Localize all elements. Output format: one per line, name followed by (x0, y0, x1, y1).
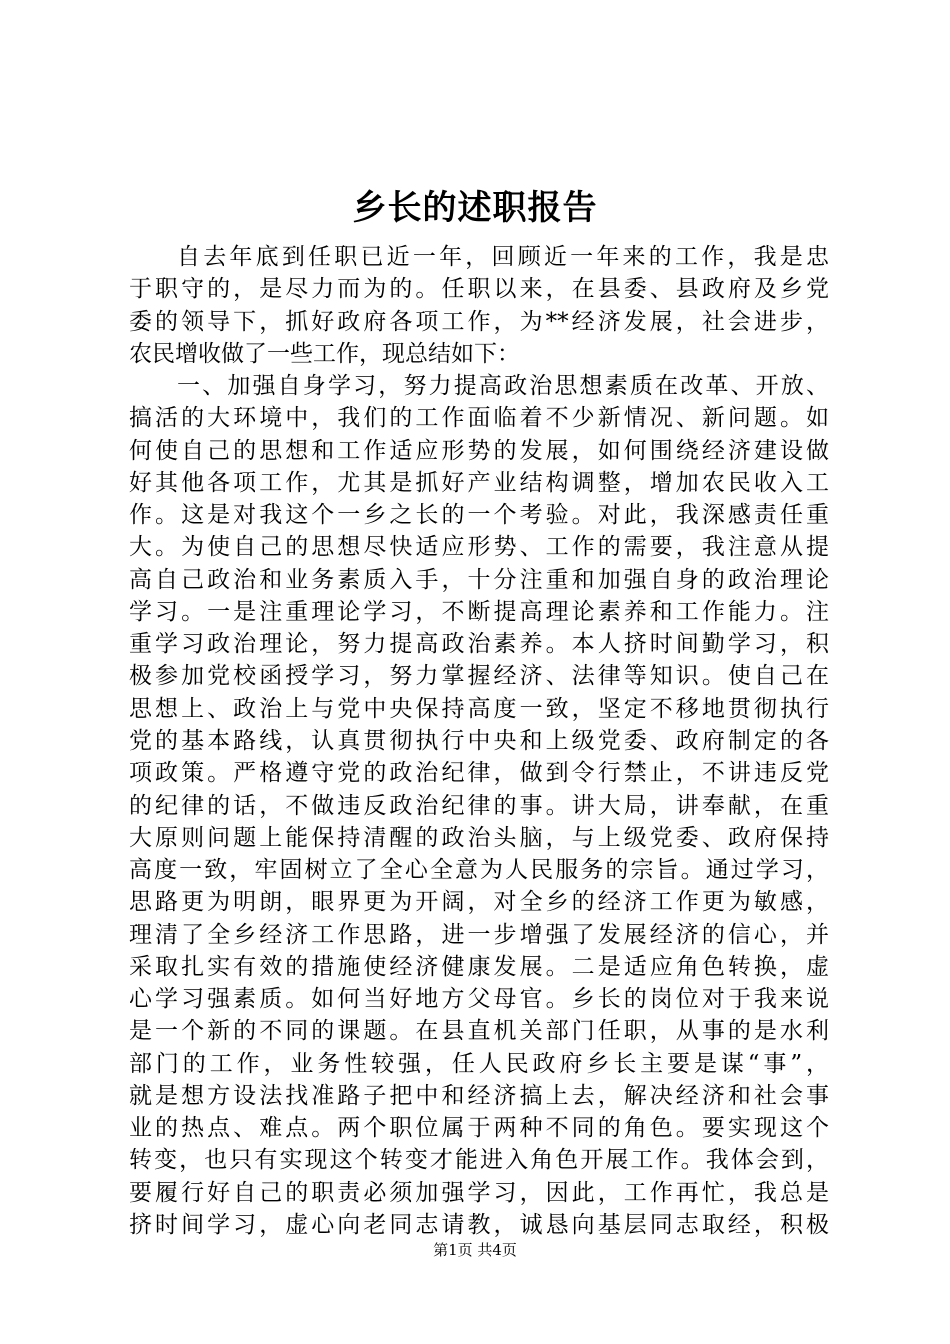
body-line: 挤时间学习，虚心向老同志请教，诚恳向基层同志取经，积极 (129, 1211, 829, 1238)
body-line: 的纪律的话，不做违反政治纪律的事。讲大局，讲奉献，在重 (129, 792, 829, 819)
body-line: 自去年底到任职已近一年，回顾近一年来的工作，我是忠 (177, 244, 829, 270)
body-line: 高度一致，牢固树立了全心全意为人民服务的宗旨。通过学习， (129, 857, 829, 884)
body-line: 委的领导下，抓好政府各项工作，为**经济发展，社会进步， (129, 308, 829, 335)
body-line: 转变，也只有实现这个转变才能进入角色开展工作。我体会到， (129, 1147, 829, 1174)
body-line: 采取扎实有效的措施使经济健康发展。二是适应角色转换，虚 (129, 953, 829, 980)
body-line: 好其他各项工作，尤其是抓好产业结构调整，增加农民收入工 (129, 469, 829, 496)
body-line: 何使自己的思想和工作适应形势的发展，如何围绕经济建设做 (129, 437, 829, 464)
body-line: 学习。一是注重理论学习，不断提高理论素养和工作能力。注 (129, 598, 829, 625)
body-line: 搞活的大环境中，我们的工作面临着不少新情况、新问题。如 (129, 405, 829, 432)
body-line: 部门的工作，业务性较强，任人民政府乡长主要是谋“事”， (129, 1050, 829, 1077)
body-line: 大。为使自己的思想尽快适应形势、工作的需要，我注意从提 (129, 534, 829, 561)
body-line: 理清了全乡经济工作思路，进一步增强了发展经济的信心，并 (129, 921, 829, 948)
body-line: 极参加党校函授学习，努力掌握经济、法律等知识。使自己在 (129, 663, 829, 690)
body-line: 党的基本路线，认真贯彻执行中央和上级党委、政府制定的各 (129, 727, 829, 754)
body-line: 要履行好自己的职责必须加强学习，因此，工作再忙，我总是 (129, 1179, 829, 1206)
body-line: 思想上、政治上与党中央保持高度一致，坚定不移地贯彻执行 (129, 695, 829, 722)
document-body (129, 241, 829, 1241)
document-title: 乡长的述职报告 (352, 188, 598, 228)
body-line: 心学习强素质。如何当好地方父母官。乡长的岗位对于我来说 (129, 986, 829, 1013)
body-line: 重学习政治理论，努力提高政治素养。本人挤时间勤学习，积 (129, 631, 829, 658)
body-line: 就是想方设法找准路子把中和经济搞上去，解决经济和社会事 (129, 1082, 829, 1109)
body-line: 农民增收做了一些工作，现总结如下： (129, 340, 520, 367)
body-line: 业的热点、难点。两个职位属于两种不同的角色。要实现这个 (129, 1115, 829, 1142)
body-line: 是一个新的不同的课题。在县直机关部门任职，从事的是水利 (129, 1018, 829, 1045)
page-footer: 第1页 共4页 (433, 1241, 517, 1259)
body-line: 作。这是对我这个一乡之长的一个考验。对此，我深感责任重 (129, 502, 829, 529)
body-line: 思路更为明朗，眼界更为开阔，对全乡的经济工作更为敏感， (129, 889, 829, 916)
body-line: 高自己政治和业务素质入手，十分注重和加强自身的政治理论 (129, 566, 829, 593)
body-line: 于职守的，是尽力而为的。任职以来，在县委、县政府及乡党 (129, 276, 829, 303)
body-line: 项政策。严格遵守党的政治纪律，做到令行禁止，不讲违反党 (129, 760, 829, 787)
body-line: 大原则问题上能保持清醒的政治头脑，与上级党委、政府保持 (129, 824, 829, 851)
body-line: 一、加强自身学习，努力提高政治思想素质在改革、开放、 (177, 373, 829, 400)
